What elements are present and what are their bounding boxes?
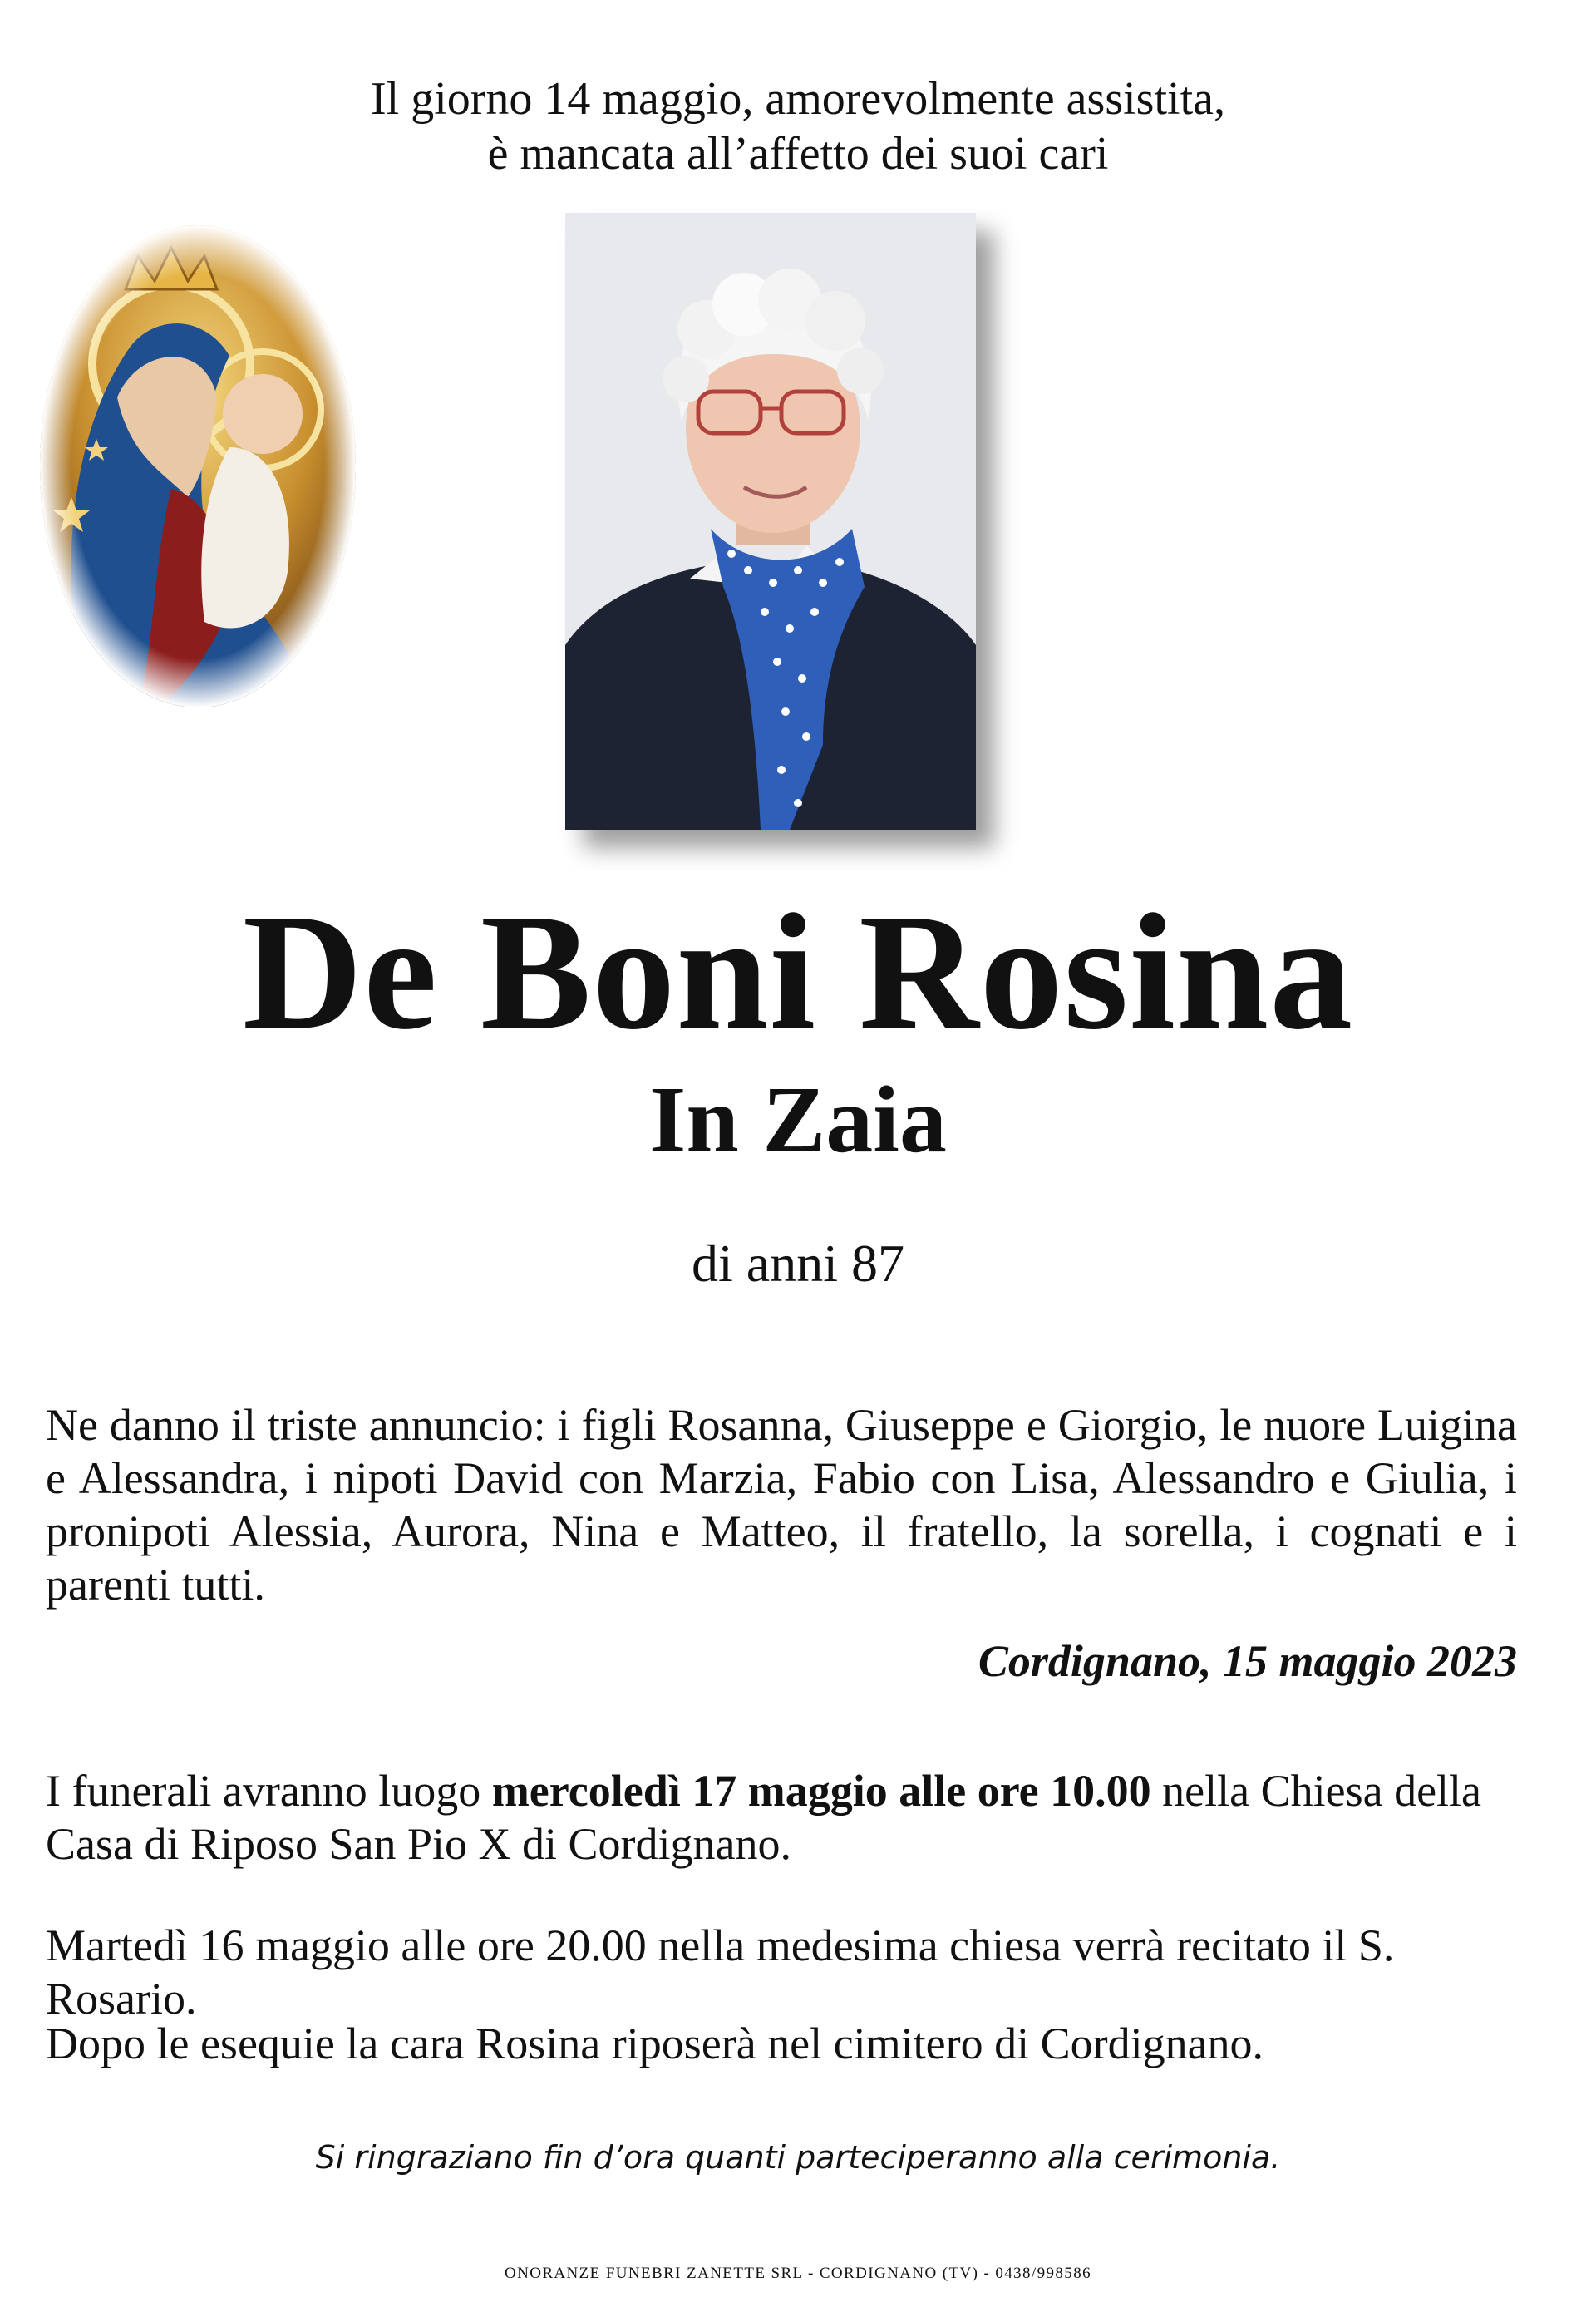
portrait-illustration bbox=[565, 213, 976, 830]
place-and-date: Cordignano, 15 maggio 2023 bbox=[978, 1636, 1517, 1686]
funeral-paragraph bbox=[46, 1764, 1517, 1871]
thanks-line: Si ringraziano fin d’ora quanti parteciperanno alla cerimonia. bbox=[315, 2139, 1281, 2176]
intro-line-1: Il giorno 14 maggio, amorevolmente assistita, bbox=[370, 73, 1225, 125]
deceased-portrait-photo bbox=[565, 213, 976, 830]
intro-line-2: è mancata all’affetto dei suoi cari bbox=[487, 128, 1109, 180]
funeral-text-before: I funerali avranno luogo bbox=[46, 1766, 492, 1816]
announcement-paragraph: Ne danno il triste annuncio: i figli Rosanna, Giuseppe e Giorgio, le nuore Luigina e Alessandra, i nipoti David con Marzia, Fabio con Lisa, Alessandro e Giulia, i pronipoti Alessia, Aurora, Nina e Matteo, il fratello, la sorella, i cognati e i parenti tutti. bbox=[46, 1400, 1517, 1610]
funeral-text-after: nella Chiesa della Casa di Riposo San Pio X di Cordignano. bbox=[46, 1766, 1482, 1869]
intro-text bbox=[0, 71, 1596, 181]
madonna-oval-illustration bbox=[38, 223, 357, 710]
madonna-and-child-image bbox=[38, 223, 357, 710]
age-text: di anni 87 bbox=[692, 1234, 904, 1293]
burial-paragraph: Dopo le esequie la cara Rosina riposerà nel cimitero di Cordignano. bbox=[46, 2019, 1264, 2068]
funeral-date-time: mercoledì 17 maggio alle ore 10.00 bbox=[491, 1766, 1151, 1816]
deceased-name: De Boni Rosina bbox=[242, 880, 1354, 1064]
funeral-home-footer: ONORANZE FUNEBRI ZANETTE SRL - CORDIGNANO (TV) - 0438/998586 bbox=[504, 2265, 1092, 2282]
married-name: In Zaia bbox=[649, 1067, 947, 1172]
rosary-paragraph: Martedì 16 maggio alle ore 20.00 nella medesima chiesa verrà recitato il S. Rosario. bbox=[46, 1920, 1395, 2024]
